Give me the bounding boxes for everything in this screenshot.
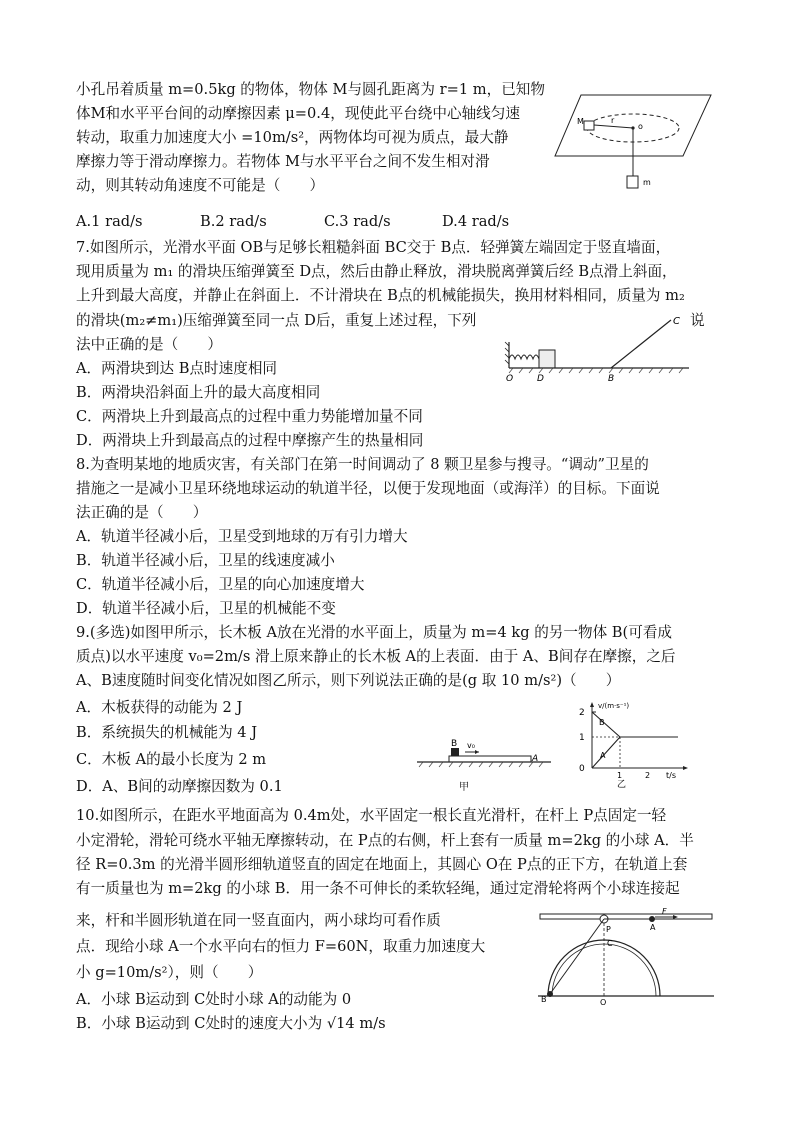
q9-option-b[interactable]: B．系统损失的机械能为 4 J [76, 724, 258, 741]
q10-option-a[interactable]: A．小球 B运动到 C处时小球 A的动能为 0 [76, 991, 352, 1008]
q9-line-2: 质点)以水平速度 v₀=2m/s 滑上原来静止的长木板 A的上表面．由于 A、B间存在摩擦，之后 [76, 648, 676, 665]
q10-line-4: 有一质量也为 m=2kg 的小球 B．用一条不可伸长的柔软轻绳，通过定滑轮将两个小球连接起 [76, 880, 680, 897]
q9-yi-xtick-1: 1 [617, 771, 623, 780]
q10-fig-label-P: P [606, 925, 611, 934]
q8-option-c[interactable]: C．轨道半径减小后，卫星的向心加速度增大 [76, 576, 365, 593]
q10-option-b[interactable]: B．小球 B运动到 C处时的速度大小为 √14 m/s [76, 1015, 386, 1032]
q7-line-4: 的滑块(m₂≠m₁)压缩弹簧至同一点 D后，重复上述过程，下列 [76, 312, 477, 329]
q10-line-7: 小 g=10m/s²），则（ ） [76, 964, 263, 981]
q6-fig-label-m: m [643, 178, 651, 187]
q6-figure [553, 92, 713, 202]
q9-jia-caption: 甲 [459, 782, 469, 793]
q10-line-6: 点．现给小球 A一个水平向右的恒力 F=60N，取重力加速度大 [76, 938, 486, 955]
q7-option-b[interactable]: B．两滑块沿斜面上升的最大高度相同 [76, 384, 321, 401]
q9-line-1: 9.(多选)如图甲所示，长木板 A放在光滑的水平面上，质量为 m=4 kg 的另一物体 B(可看成 [76, 624, 673, 641]
q9-yi-xtick-2: 2 [645, 771, 651, 780]
q8-line-1: 8.为查明某地的地质灾害，有关部门在第一时间调动了 8 颗卫星参与搜寻。“调动”卫星的 [76, 456, 649, 473]
q8-option-b[interactable]: B．轨道半径减小后，卫星的线速度减小 [76, 552, 335, 569]
q10-fig-label-F: F [662, 907, 667, 916]
q8-option-d[interactable]: D．轨道半径减小后，卫星的机械能不变 [76, 600, 336, 617]
q7-fig-label-B: B [608, 374, 615, 384]
q9-line-3: A、B速度随时间变化情况如图乙所示，则下列说法正确的是(g 取 10 m/s²)（ ） [76, 672, 621, 689]
q8-option-a[interactable]: A．轨道半径减小后，卫星受到地球的万有引力增大 [76, 528, 408, 545]
q6-line-3: 转动，取重力加速度大小 =10m/s²，两物体均可视为质点，最大静 [76, 129, 509, 146]
q9-yi-x-axis-label: t/s [666, 771, 676, 780]
q9-option-d[interactable]: D．A、B间的动摩擦因数为 0.1 [76, 778, 283, 795]
q6-fig-label-r: r [611, 116, 615, 125]
q9-yi-ytick-2: 2 [579, 708, 585, 718]
q9-yi-y-axis-label: v/(m·s⁻¹) [598, 702, 630, 710]
q7-option-c[interactable]: C．两滑块上升到最高点的过程中重力势能增加量不同 [76, 408, 423, 425]
q7-line-1: 7.如图所示，光滑水平面 OB与足够长粗糙斜面 BC交于 B点．轻弹簧左端固定于竖直墙面， [76, 239, 671, 256]
q8-line-3: 法正确的是（ ） [76, 504, 208, 521]
q10-figure [536, 906, 716, 1006]
q6-fig-label-o: o [638, 122, 643, 131]
q7-fig-label-C: C [673, 316, 680, 327]
q10-fig-label-C: C [607, 939, 613, 948]
q9-jia-label-B: B [451, 739, 458, 749]
q10-line-5: 来，杆和半圆形轨道在同一竖直面内，两小球均可看作质 [76, 912, 441, 929]
q7-fig-label-D: D [537, 374, 544, 384]
q8-line-2: 措施之一是减小卫星环绕地球运动的轨道半径，以便于发现地面（或海洋）的目标。下面说 [76, 480, 660, 497]
q6-line-2: 体M和水平平台间的动摩擦因素 μ=0.4，现使此平台绕中心轴线匀速 [76, 105, 520, 122]
q7-line-4-tail: 说 [690, 312, 705, 329]
q9-yi-label-B: B [599, 718, 605, 727]
q6-fig-label-M: M [577, 117, 584, 126]
q9-yi-ytick-0: 0 [579, 764, 585, 774]
q6-line-1: 小孔吊着质量 m=0.5kg 的物体，物体 M与圆孔距离为 r=1 m，已知物 [76, 81, 545, 98]
q9-jia-label-v0: v₀ [467, 741, 475, 750]
q9-figure-jia [415, 735, 555, 795]
q7-line-2: 现用质量为 m₁ 的滑块压缩弹簧至 D点，然后由静止释放，滑块脱离弹簧后经 B点滑上斜面， [76, 263, 677, 280]
q6-line-4: 摩擦力等于滑动摩擦力。若物体 M与水平平台之间不发生相对滑 [76, 153, 490, 170]
q6-options [76, 210, 509, 234]
q9-option-a[interactable]: A．木板获得的动能为 2 J [76, 699, 243, 716]
q10-fig-label-O: O [600, 998, 607, 1006]
q10-line-2: 小定滑轮，滑轮可绕水平轴无摩擦转动，在 P点的右侧，杆上套有一质量 m=2kg 的小球 A．半 [76, 832, 694, 849]
q10-line-3: 径 R=0.3m 的光滑半圆形细轨道竖直的固定在地面上，其圆心 O在 P点的正下方，在轨道上套 [76, 856, 688, 873]
q6-line-5: 动，则其转动角速度不可能是（ ） [76, 177, 325, 194]
q9-yi-label-A: A [600, 751, 606, 760]
q9-figure-yi [574, 698, 704, 790]
q10-line-1: 10.如图所示，在距水平地面高为 0.4m处，水平固定一根长直光滑杆，在杆上 P点固定一轻 [76, 807, 667, 824]
q6-option-b[interactable]: B.2 rad/s [200, 213, 267, 230]
q7-fig-label-O: O [506, 374, 514, 384]
q9-yi-caption: 乙 [617, 780, 627, 790]
q9-option-c[interactable]: C．木板 A的最小长度为 2 m [76, 751, 267, 768]
q6-option-c[interactable]: C.3 rad/s [324, 213, 391, 230]
q7-line-5: 法中正确的是（ ） [76, 336, 222, 353]
q10-fig-label-A: A [650, 923, 656, 932]
q9-jia-label-A: A [532, 754, 539, 764]
q10-fig-label-B: B [541, 995, 547, 1004]
q9-yi-ytick-1: 1 [579, 733, 585, 743]
q6-option-d[interactable]: D.4 rad/s [442, 213, 510, 230]
q7-option-d[interactable]: D．两滑块上升到最高点的过程中摩擦产生的热量相同 [76, 432, 424, 449]
q7-option-a[interactable]: A．两滑块到达 B点时速度相同 [76, 360, 278, 377]
q6-option-a[interactable]: A.1 rad/s [76, 213, 143, 230]
q7-figure [503, 312, 693, 384]
q7-line-3: 上升到最大高度，并静止在斜面上．不计滑块在 B点的机械能损失，换用材料相同，质量为 m₂ [76, 287, 685, 304]
